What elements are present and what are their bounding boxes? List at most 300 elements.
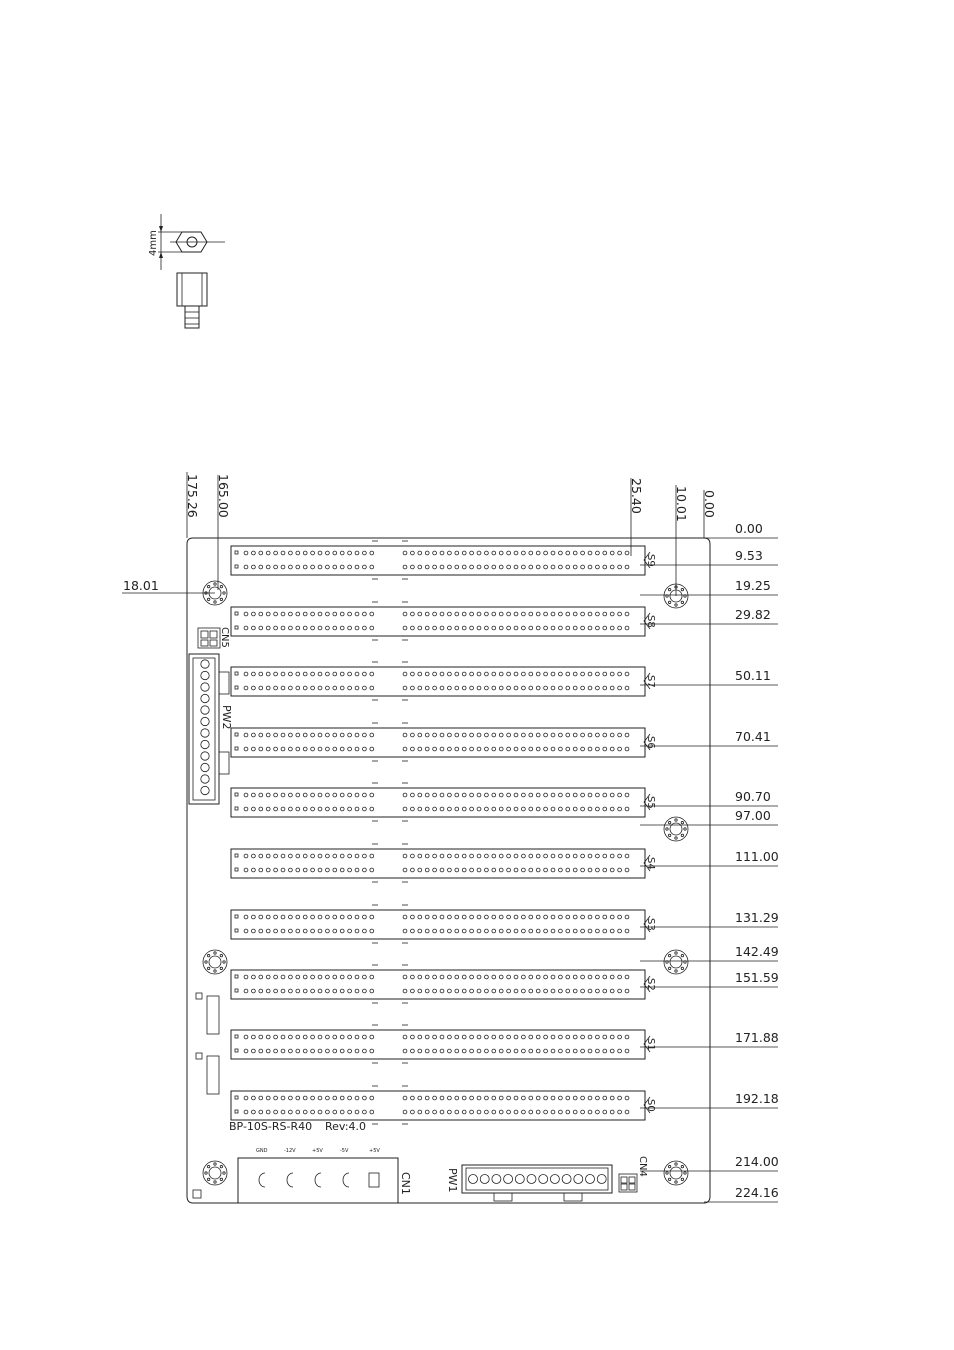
slot-pin <box>588 929 592 933</box>
slot-pin <box>418 989 422 993</box>
slot-pin <box>536 1049 540 1053</box>
slot-pin <box>462 975 466 979</box>
slot-pin <box>455 915 459 919</box>
pw1-label: PW1 <box>446 1168 459 1193</box>
slot-pin <box>418 868 422 872</box>
slot-pin <box>266 1049 270 1053</box>
slot-pin <box>418 612 422 616</box>
slot-pin <box>544 1049 548 1053</box>
slot-pin <box>588 747 592 751</box>
slot-pin <box>433 929 437 933</box>
slot-pin <box>333 1096 337 1100</box>
slot-pin <box>610 626 614 630</box>
slot-pin <box>559 733 563 737</box>
slot-pin <box>281 1110 285 1114</box>
slot-pin <box>259 686 263 690</box>
slot-pin <box>311 915 315 919</box>
slot-pin <box>403 1096 407 1100</box>
slot-pin <box>618 868 622 872</box>
slot-pin <box>296 915 300 919</box>
slot-pin <box>596 915 600 919</box>
slot-end-pad <box>235 686 238 689</box>
slot-pin <box>470 989 474 993</box>
slot-pin <box>588 565 592 569</box>
slot-pin <box>355 793 359 797</box>
right-dim-label: 97.00 <box>735 808 771 823</box>
slot-pin <box>566 1096 570 1100</box>
slot-pin <box>281 626 285 630</box>
slot-pin <box>340 672 344 676</box>
slot-pin <box>485 551 489 555</box>
slot-pin <box>559 1035 563 1039</box>
slot-pin <box>566 793 570 797</box>
slot-end-pad <box>235 929 238 932</box>
slot-pin <box>363 975 367 979</box>
mounting-hole <box>664 950 688 974</box>
slot-pin <box>566 915 570 919</box>
slot-pin <box>536 929 540 933</box>
slot-pin <box>499 868 503 872</box>
slot-pin <box>588 672 592 676</box>
slot-pin <box>355 1096 359 1100</box>
slot-pin <box>433 686 437 690</box>
slot-pin <box>370 793 374 797</box>
slot-pin <box>618 1035 622 1039</box>
slot-pin <box>588 975 592 979</box>
slot-pin <box>559 612 563 616</box>
pw2-pin <box>201 717 209 725</box>
slot-pin <box>492 1110 496 1114</box>
slot-pin <box>244 686 248 690</box>
mounting-hole-via <box>675 952 677 954</box>
slot-pin <box>559 551 563 555</box>
slot-end-pad <box>235 975 238 978</box>
slot-pin <box>326 565 330 569</box>
slot-pin <box>588 793 592 797</box>
slot-pin <box>296 854 300 858</box>
slot-pin <box>318 1035 322 1039</box>
pw1-pin <box>480 1175 489 1184</box>
slot-pin <box>559 686 563 690</box>
slot-pin <box>311 626 315 630</box>
slot-pin <box>425 672 429 676</box>
slot-pin <box>340 975 344 979</box>
slot-pin <box>462 854 466 858</box>
slot-pin <box>573 565 577 569</box>
slot-pin <box>355 747 359 751</box>
slot-pin <box>355 807 359 811</box>
slot-pin <box>318 733 322 737</box>
slot-pin <box>588 733 592 737</box>
mounting-hole-outer <box>203 950 227 974</box>
slot-pin <box>433 854 437 858</box>
slot-pin <box>559 747 563 751</box>
slot-pin <box>318 672 322 676</box>
slot-pin <box>289 672 293 676</box>
slot-pin <box>551 1110 555 1114</box>
slot-pin <box>551 989 555 993</box>
slot-pin <box>522 1049 526 1053</box>
slot-pin <box>252 565 256 569</box>
slot-pin <box>289 565 293 569</box>
top-dim-4: 0.00 <box>702 490 717 518</box>
slot-pin <box>274 793 278 797</box>
pw2-pin <box>201 706 209 714</box>
slot-pin <box>448 686 452 690</box>
slot-pin <box>440 793 444 797</box>
slot-pin <box>522 989 526 993</box>
slot-pin <box>618 672 622 676</box>
slot-pin <box>573 1110 577 1114</box>
slot-pin <box>610 551 614 555</box>
slot-pin <box>296 672 300 676</box>
slot-pin <box>244 1110 248 1114</box>
slot-pin <box>551 975 555 979</box>
slot-pin <box>418 807 422 811</box>
slot-pin <box>559 989 563 993</box>
mounting-hole-via <box>681 954 683 956</box>
slot-pin <box>326 612 330 616</box>
slot-pin <box>477 1049 481 1053</box>
slot-pin <box>259 551 263 555</box>
slot-pin <box>252 868 256 872</box>
pw1-connector <box>446 1165 612 1201</box>
slot-pin <box>259 915 263 919</box>
slot-pin <box>455 793 459 797</box>
slot-pin <box>462 551 466 555</box>
slot-pin <box>433 1035 437 1039</box>
slot-pin <box>440 868 444 872</box>
slot-pin <box>418 1049 422 1053</box>
slot-pin <box>492 1049 496 1053</box>
slot-pin <box>485 915 489 919</box>
mounting-hole-outer <box>664 1161 688 1185</box>
slot-pin <box>514 915 518 919</box>
slot-pin <box>588 1096 592 1100</box>
slot-pin <box>281 793 285 797</box>
slot-pin <box>477 1110 481 1114</box>
slot-pin <box>618 1049 622 1053</box>
slot-pin <box>303 672 307 676</box>
slot-pin <box>289 626 293 630</box>
mounting-hole-via <box>223 1172 225 1174</box>
pw1-pin <box>586 1175 595 1184</box>
slot-pin <box>425 565 429 569</box>
slot-pin <box>492 612 496 616</box>
slot-pin <box>625 686 629 690</box>
slot-pin <box>403 612 407 616</box>
slot-pin <box>403 868 407 872</box>
slot-pin <box>603 807 607 811</box>
slot-pin <box>618 989 622 993</box>
slot-pin <box>618 929 622 933</box>
slot-pin <box>259 868 263 872</box>
slot-pin <box>425 989 429 993</box>
slot-pin <box>581 747 585 751</box>
slot-pin <box>433 868 437 872</box>
slot-outline <box>231 728 645 757</box>
slot-pin <box>448 747 452 751</box>
slot-pin <box>311 565 315 569</box>
slot-pin <box>281 551 285 555</box>
slot-pin <box>303 989 307 993</box>
slot-pin <box>507 1049 511 1053</box>
slot-pin <box>573 1096 577 1100</box>
right-dim-label: 9.53 <box>735 548 763 563</box>
slot-pin <box>603 612 607 616</box>
slot-pin <box>625 989 629 993</box>
slot-pin <box>363 929 367 933</box>
slot-pin <box>333 747 337 751</box>
slot-pin <box>618 686 622 690</box>
slot-pin <box>318 626 322 630</box>
slot-pin <box>274 1035 278 1039</box>
slot-pin <box>363 626 367 630</box>
slot-pin <box>326 672 330 676</box>
slot-pin <box>281 672 285 676</box>
slot-pin <box>477 612 481 616</box>
slot-pin <box>596 686 600 690</box>
cn1-connector <box>238 1148 412 1203</box>
slot-pin <box>348 868 352 872</box>
slot-pin <box>499 793 503 797</box>
slot-pin <box>252 551 256 555</box>
slot-pin <box>274 1096 278 1100</box>
slot-pin <box>625 747 629 751</box>
slot-pin <box>266 1096 270 1100</box>
slot-pin <box>551 551 555 555</box>
slot-pin <box>588 915 592 919</box>
slot-pin <box>529 989 533 993</box>
slot-pin <box>259 1035 263 1039</box>
mounting-hole-via <box>684 1172 686 1174</box>
slot-pin <box>259 793 263 797</box>
slot-pin <box>492 551 496 555</box>
slot-pin <box>462 733 466 737</box>
slot-pin <box>289 793 293 797</box>
slot-pin <box>326 551 330 555</box>
slot-pin <box>252 854 256 858</box>
slot-pin <box>618 807 622 811</box>
slot-pin <box>326 733 330 737</box>
slot-pin <box>507 929 511 933</box>
slot-pin <box>296 747 300 751</box>
slot-pin <box>266 733 270 737</box>
slot-pin <box>559 1096 563 1100</box>
slot-pin <box>333 868 337 872</box>
slot <box>231 1086 656 1124</box>
slot-pin <box>499 915 503 919</box>
slot-pin <box>289 1035 293 1039</box>
slot-pin <box>536 1110 540 1114</box>
slot-pin <box>485 733 489 737</box>
slot-pin <box>448 565 452 569</box>
slot-pin <box>289 747 293 751</box>
slot-pin <box>303 807 307 811</box>
slot-pin <box>625 929 629 933</box>
slot-pin <box>370 915 374 919</box>
slot-pin <box>485 747 489 751</box>
slot-pin <box>326 793 330 797</box>
slot-pin <box>244 626 248 630</box>
slot-pin <box>348 551 352 555</box>
mounting-hole-via <box>681 821 683 823</box>
slot <box>231 844 656 882</box>
slot-pin <box>403 551 407 555</box>
slot-pin <box>259 626 263 630</box>
slot-pin <box>311 672 315 676</box>
slot-pin <box>522 1096 526 1100</box>
slot-pin <box>499 565 503 569</box>
slot-pin <box>403 1049 407 1053</box>
slot-pin <box>573 733 577 737</box>
slot-pin <box>259 1049 263 1053</box>
slot-pin <box>363 1110 367 1114</box>
slot-pin <box>544 626 548 630</box>
slot-pin <box>355 626 359 630</box>
slot-pin <box>485 1110 489 1114</box>
slot-pin <box>544 1096 548 1100</box>
slot-pin <box>573 929 577 933</box>
slot-pin <box>340 551 344 555</box>
slot-pin <box>348 1049 352 1053</box>
slot-pin <box>588 807 592 811</box>
slot-pin <box>588 1049 592 1053</box>
slot-pin <box>551 1049 555 1053</box>
slot-label: S4 <box>645 857 656 870</box>
slot-pin <box>318 551 322 555</box>
slot-pin <box>274 612 278 616</box>
slot-pin <box>355 672 359 676</box>
slot-pin <box>573 1049 577 1053</box>
slot-pin <box>529 626 533 630</box>
slot-pin <box>470 686 474 690</box>
slot-pin <box>281 1035 285 1039</box>
slot-pin <box>418 929 422 933</box>
mounting-hole-via <box>668 967 670 969</box>
slot-pin <box>433 1110 437 1114</box>
slot-pin <box>433 733 437 737</box>
slot-pin <box>499 807 503 811</box>
slot-pin <box>492 733 496 737</box>
top-dimensions <box>185 472 717 596</box>
slot-end-pad <box>235 626 238 629</box>
slot-pin <box>355 868 359 872</box>
slot-pin <box>507 733 511 737</box>
slot-pin <box>499 672 503 676</box>
right-dim-label: 131.29 <box>735 910 779 925</box>
slot-pin <box>274 626 278 630</box>
slot-pin <box>566 551 570 555</box>
slot-pin <box>514 929 518 933</box>
slot-pin <box>418 733 422 737</box>
slot-pin <box>551 868 555 872</box>
slot-pin <box>462 807 466 811</box>
slot-pin <box>259 975 263 979</box>
slot-pin <box>244 915 248 919</box>
slot-pin <box>370 686 374 690</box>
slot-pin <box>610 1096 614 1100</box>
slot-pin <box>363 565 367 569</box>
slot-end-pad <box>235 807 238 810</box>
pw1-pin <box>504 1175 513 1184</box>
slot-pin <box>326 929 330 933</box>
cn1-terminal <box>287 1173 293 1187</box>
slot-pin <box>425 551 429 555</box>
slot-pin <box>303 565 307 569</box>
slot-pin <box>311 854 315 858</box>
slot-pin <box>252 686 256 690</box>
slot-pin <box>355 929 359 933</box>
slot-pin <box>618 551 622 555</box>
slot-pin <box>333 551 337 555</box>
slot-pin <box>340 686 344 690</box>
slot-label: S5 <box>645 796 656 809</box>
slot-pin <box>610 975 614 979</box>
slot-pin <box>448 1035 452 1039</box>
slot-pin <box>485 1049 489 1053</box>
slot-pin <box>573 915 577 919</box>
mounting-hole-via <box>675 970 677 972</box>
slot-pin <box>536 1035 540 1039</box>
slot-pin <box>551 612 555 616</box>
pw2-pin <box>201 694 209 702</box>
right-dim-label: 50.11 <box>735 668 771 683</box>
slot-pin <box>363 1049 367 1053</box>
mounting-hole-via <box>681 588 683 590</box>
slot-pin <box>581 626 585 630</box>
slot-pin <box>551 807 555 811</box>
slot-pin <box>625 854 629 858</box>
slot-pin <box>596 975 600 979</box>
slot-pin <box>581 807 585 811</box>
slot-pin <box>588 612 592 616</box>
slot-pin <box>252 747 256 751</box>
slot-pin <box>252 733 256 737</box>
slot-pin <box>266 612 270 616</box>
slot-pin <box>403 915 407 919</box>
slot-pin <box>455 807 459 811</box>
slot-pin <box>244 1035 248 1039</box>
slot-pin <box>507 975 511 979</box>
slot-pin <box>448 1110 452 1114</box>
slot-pin <box>492 626 496 630</box>
slot-pin <box>448 793 452 797</box>
slot-pin <box>296 868 300 872</box>
slot-pin <box>455 1035 459 1039</box>
slot-outline <box>231 849 645 878</box>
slot-pin <box>573 868 577 872</box>
slot-pin <box>581 1110 585 1114</box>
slot-pin <box>536 565 540 569</box>
slot-pin <box>625 1110 629 1114</box>
slot-pin <box>340 1049 344 1053</box>
slot-outline <box>231 910 645 939</box>
slot-pin <box>507 672 511 676</box>
slot-pin <box>259 747 263 751</box>
slot-pin <box>492 989 496 993</box>
standoff-dimension-label: 4mm <box>148 230 159 256</box>
slot-pin <box>348 612 352 616</box>
slot-pin <box>244 989 248 993</box>
slot-pin <box>514 686 518 690</box>
slot-pin <box>610 686 614 690</box>
slot-pin <box>266 807 270 811</box>
slot-pin <box>625 975 629 979</box>
slot-pin <box>581 686 585 690</box>
slot-pin <box>252 626 256 630</box>
slot-pin <box>403 1110 407 1114</box>
